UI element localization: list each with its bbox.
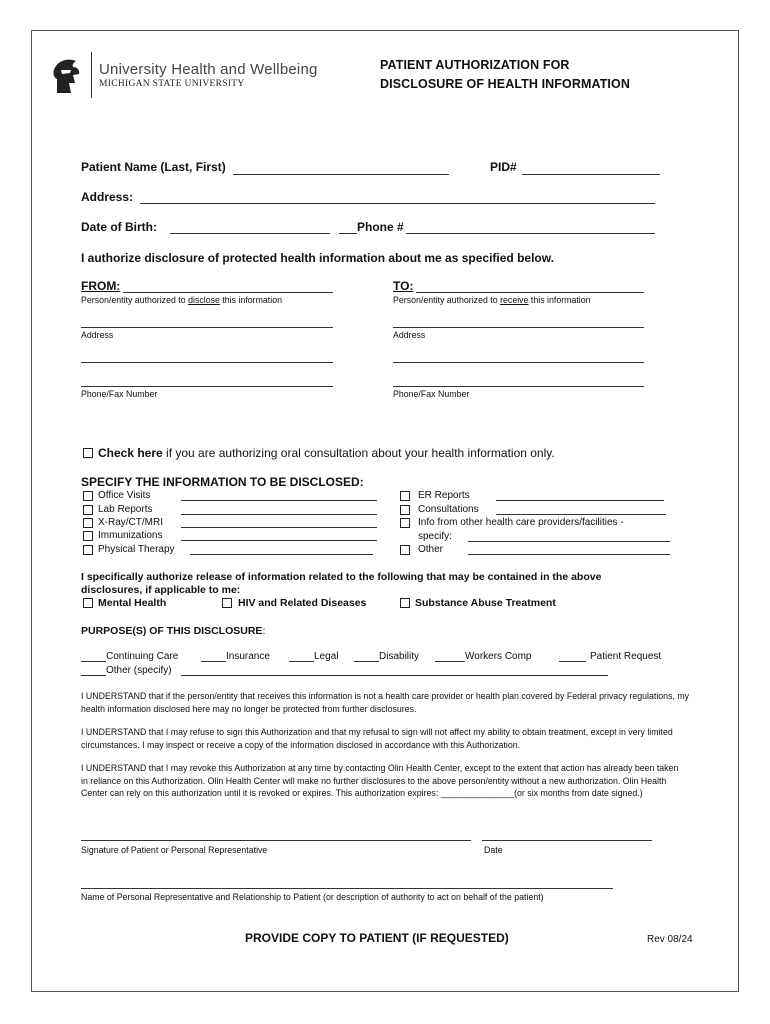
- representative-field[interactable]: [81, 888, 613, 889]
- specify-heading: SPECIFY THE INFORMATION TO BE DISCLOSED:: [81, 475, 364, 489]
- date-field[interactable]: [482, 840, 652, 841]
- legal-blank[interactable]: [289, 661, 314, 662]
- revision-label: Rev 08/24: [647, 934, 693, 945]
- address-field[interactable]: [140, 203, 655, 204]
- substance-abuse-label: Substance Abuse Treatment: [415, 597, 556, 609]
- to-entity-field[interactable]: [416, 292, 644, 293]
- other-providers-specify-label: specify:: [418, 531, 452, 542]
- er-reports-field[interactable]: [496, 500, 664, 501]
- lab-reports-field[interactable]: [181, 514, 377, 515]
- from-entity-field[interactable]: [123, 292, 333, 293]
- copy-notice: PROVIDE COPY TO PATIENT (IF REQUESTED): [245, 931, 509, 945]
- to-phone-field[interactable]: [393, 386, 644, 387]
- from-heading: FROM:: [81, 279, 121, 293]
- to-description: Person/entity authorized to receive this information: [393, 295, 591, 305]
- er-reports-checkbox[interactable]: [400, 491, 410, 501]
- dob-label: Date of Birth:: [81, 220, 157, 234]
- logo-divider: [91, 52, 92, 98]
- er-reports-label: ER Reports: [418, 490, 470, 501]
- physical-therapy-label: Physical Therapy: [98, 544, 175, 555]
- signature-field[interactable]: [81, 840, 471, 841]
- lab-reports-label: Lab Reports: [98, 504, 153, 515]
- to-address-line2[interactable]: [393, 362, 644, 363]
- consultations-field[interactable]: [496, 514, 666, 515]
- consultations-label: Consultations: [418, 504, 479, 515]
- continuing-care-blank[interactable]: [81, 661, 106, 662]
- address-label: Address:: [81, 190, 134, 204]
- representative-label: Name of Personal Representative and Relationship to Patient (or description of authority to act on behalf of the patient): [81, 892, 544, 902]
- continuing-care-label: Continuing Care: [106, 651, 179, 662]
- xray-label: X-Ray/CT/MRI: [98, 517, 163, 528]
- office-visits-checkbox[interactable]: [83, 491, 93, 501]
- understand-paragraph-3: I UNDERSTAND that I may revoke this Authorization at any time by contacting Olin Health Center, except to the extent that action has already been taken in reliance on this Authorization. Olin Health Center will make no further disclosures to the above person/entity without a new authorization. Olin Health Center can rely on this authorization until it is revoked or expires. This authorization expires: _______________(or six months from date signed.): [81, 763, 679, 798]
- other-providers-specify-field[interactable]: [468, 541, 670, 542]
- pid-label: PID#: [490, 160, 517, 174]
- to-address-label: Address: [393, 330, 426, 340]
- other-purpose-blank[interactable]: [81, 675, 106, 676]
- mental-health-label: Mental Health: [98, 597, 167, 609]
- from-address-line2[interactable]: [81, 362, 333, 363]
- phone-field[interactable]: [406, 233, 655, 234]
- office-visits-field[interactable]: [181, 500, 377, 501]
- from-address-field[interactable]: [81, 327, 333, 328]
- date-label: Date: [484, 845, 503, 855]
- immunizations-label: Immunizations: [98, 530, 163, 541]
- patient-request-label: Patient Request: [590, 651, 662, 662]
- other-info-field[interactable]: [468, 554, 670, 555]
- physical-therapy-checkbox[interactable]: [83, 545, 93, 555]
- dob-phone-gap-line: [339, 233, 357, 234]
- understand-paragraph-2: I UNDERSTAND that I may refuse to sign this Authorization and that my refusal to sign will not affect my ability to obtain treatment, except in very limited circumstances. I may inspect or receive a copy of the information disclosed in accordance with this Authorization.: [81, 727, 673, 750]
- patient-name-field[interactable]: [233, 174, 449, 175]
- other-purpose-field[interactable]: [181, 675, 608, 676]
- org-name: University Health and Wellbeing: [99, 61, 318, 78]
- to-phone-label: Phone/Fax Number: [393, 389, 470, 399]
- sensitive-info-line1: I specifically authorize release of information related to the following that may be contained in the above: [81, 571, 602, 583]
- immunizations-checkbox[interactable]: [83, 531, 93, 541]
- physical-therapy-field[interactable]: [190, 554, 373, 555]
- xray-checkbox[interactable]: [83, 518, 93, 528]
- authorize-statement: I authorize disclosure of protected health information about me as specified below.: [81, 251, 554, 265]
- hiv-checkbox[interactable]: [222, 598, 232, 608]
- from-description: Person/entity authorized to disclose this information: [81, 295, 282, 305]
- other-providers-checkbox[interactable]: [400, 518, 410, 528]
- patient-name-label: Patient Name (Last, First): [81, 160, 226, 174]
- other-info-label: Other: [418, 544, 444, 555]
- dob-field[interactable]: [170, 233, 330, 234]
- legal-label: Legal: [314, 651, 339, 662]
- hiv-label: HIV and Related Diseases: [238, 597, 367, 609]
- insurance-blank[interactable]: [201, 661, 226, 662]
- workers-comp-label: Workers Comp: [465, 651, 532, 662]
- phone-label: Phone #: [357, 220, 404, 234]
- to-address-field[interactable]: [393, 327, 644, 328]
- consultations-checkbox[interactable]: [400, 505, 410, 515]
- other-purpose-label: Other (specify): [106, 665, 172, 676]
- pid-field[interactable]: [522, 174, 660, 175]
- patient-request-blank[interactable]: [559, 661, 586, 662]
- from-address-label: Address: [81, 330, 114, 340]
- sensitive-info-line2: disclosures, if applicable to me:: [81, 584, 241, 596]
- form-title-line2: DISCLOSURE OF HEALTH INFORMATION: [380, 77, 630, 91]
- spartan-helmet-logo-icon: [49, 57, 83, 95]
- office-visits-label: Office Visits: [98, 490, 151, 501]
- university-name: MICHIGAN STATE UNIVERSITY: [99, 79, 245, 89]
- form-title-line1: PATIENT AUTHORIZATION FOR: [380, 58, 570, 72]
- xray-field[interactable]: [181, 527, 377, 528]
- from-phone-label: Phone/Fax Number: [81, 389, 158, 399]
- signature-label: Signature of Patient or Personal Representative: [81, 845, 268, 855]
- disability-blank[interactable]: [354, 661, 379, 662]
- from-phone-field[interactable]: [81, 386, 333, 387]
- substance-abuse-checkbox[interactable]: [400, 598, 410, 608]
- understand-paragraph-1: I UNDERSTAND that if the person/entity that receives this information is not a health care provider or health plan covered by Federal privacy regulations, my health information disclosed here may no longer be protected from further disclosures.: [81, 691, 690, 714]
- oral-consultation-checkbox[interactable]: [83, 448, 93, 458]
- mental-health-checkbox[interactable]: [83, 598, 93, 608]
- insurance-label: Insurance: [226, 651, 270, 662]
- oral-consultation-text: Check here if you are authorizing oral consultation about your health information only.: [98, 446, 555, 460]
- other-providers-label: Info from other health care providers/facilities -: [418, 517, 624, 528]
- disability-label: Disability: [379, 651, 420, 662]
- to-heading: TO:: [393, 279, 414, 293]
- immunizations-field[interactable]: [181, 540, 377, 541]
- other-info-checkbox[interactable]: [400, 545, 410, 555]
- lab-reports-checkbox[interactable]: [83, 505, 93, 515]
- workers-comp-blank[interactable]: [435, 661, 465, 662]
- purpose-heading: PURPOSE(S) OF THIS DISCLOSURE:: [81, 625, 266, 637]
